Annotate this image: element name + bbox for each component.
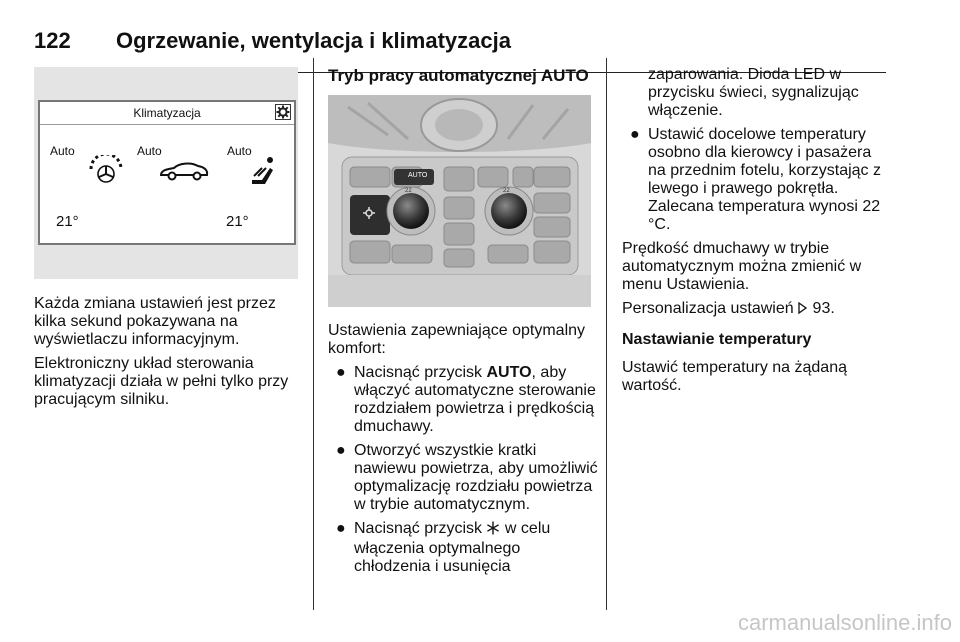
- section-heading-auto: Tryb pracy automatycznej AUTO: [328, 66, 589, 85]
- bullet-dot: ●: [336, 364, 346, 381]
- watermark: carmanualsonline.info: [737, 610, 952, 635]
- panel-fan-icon: [362, 206, 376, 225]
- climate-display-screen: [38, 100, 296, 245]
- bullet-list-temperature: [622, 126, 892, 234]
- paragraph-blower-speed: Prędkość dmuchawy w trybie automatycznym można zmienić w menu Ustawienia.: [622, 240, 862, 293]
- car-icon: [158, 160, 210, 187]
- auto-label-seat: Auto: [227, 144, 252, 158]
- continued-text: zaparowania. Dioda LED w przycisku świeci, sygnalizując włączenie.: [648, 66, 859, 119]
- page-reference-arrow-icon: [798, 301, 808, 319]
- bullet-item-auto: ● Nacisnąć przycisk AUTO, aby włączyć automatyczne sterowanie rozdziałem powietrza i prędkością dmuchawy.: [336, 364, 596, 435]
- paragraph-personalization: Personalizacja ustawień 93.: [622, 300, 835, 317]
- seat-airflow-icon: [248, 154, 278, 193]
- auto-button-label: AUTO: [408, 172, 428, 179]
- paragraph-display-change: Każda zmiana ustawień jest przez kilka sekund pokazywana na wyświetlaczu informacyjnym.: [34, 295, 276, 348]
- paragraph-engine-running: Elektroniczny układ sterowania klimatyzacji działa w pełni tylko przy pracującym silniku.: [34, 355, 289, 408]
- column-2-heading-wrap: [328, 66, 598, 86]
- bullet-item-temperature: ● Ustawić docelowe temperatury osobno dla kierowcy i pasażera na przednim fotelu, korzystając z lewego i prawego pokrętła. Zalecana temperatura wynosi 22 °C.: [630, 126, 881, 233]
- page-title: Ogrzewanie, wentylacja i klimatyzacja: [116, 28, 511, 53]
- snowflake-icon: [486, 521, 500, 540]
- left-temperature: 21°: [56, 213, 79, 230]
- column-3: [622, 66, 892, 395]
- page-reference[interactable]: 93.: [812, 300, 835, 317]
- intro-paragraph: Ustawienia zapewniające optymalny komfort:: [328, 322, 586, 357]
- auto-button-name: AUTO: [486, 364, 532, 381]
- bullet-dot: ●: [630, 126, 640, 143]
- section-heading-temperature: Nastawianie temperatury: [622, 331, 812, 348]
- bullet-item-cooling: ● Nacisnąć przycisk w celu włączenia optymalnego chłodzenia i usunięcia: [336, 520, 551, 575]
- page-number: 122: [34, 28, 71, 53]
- left-dial-value: 22: [405, 188, 412, 194]
- fan-icon: [87, 155, 125, 190]
- display-title: Klimatyzacja: [133, 106, 201, 120]
- column-divider-left: [313, 58, 314, 610]
- page-header: [34, 22, 886, 52]
- bullet-dot: ●: [336, 442, 346, 459]
- right-temperature: 21°: [226, 213, 249, 230]
- display-title-bar: [40, 102, 294, 125]
- bullet-list-auto: [328, 364, 600, 576]
- bullet-item-vents: ● Otworzyć wszystkie kratki nawiewu powietrza, aby umożliwić optymalizację rozdziału powietrza w trybie automatycznym.: [336, 442, 598, 513]
- auto-label-distribution: Auto: [137, 144, 162, 158]
- paragraph-set-temperature: Ustawić temperatury na żądaną wartość.: [622, 359, 847, 394]
- settings-icon: [275, 104, 291, 120]
- column-1: [34, 295, 302, 409]
- bullet-dot: ●: [336, 520, 346, 537]
- column-divider-right: [606, 58, 607, 610]
- right-dial-value: 22: [503, 188, 510, 194]
- auto-label-fan: Auto: [50, 144, 75, 158]
- column-2: [328, 322, 600, 576]
- control-panel-illustration: [328, 95, 591, 307]
